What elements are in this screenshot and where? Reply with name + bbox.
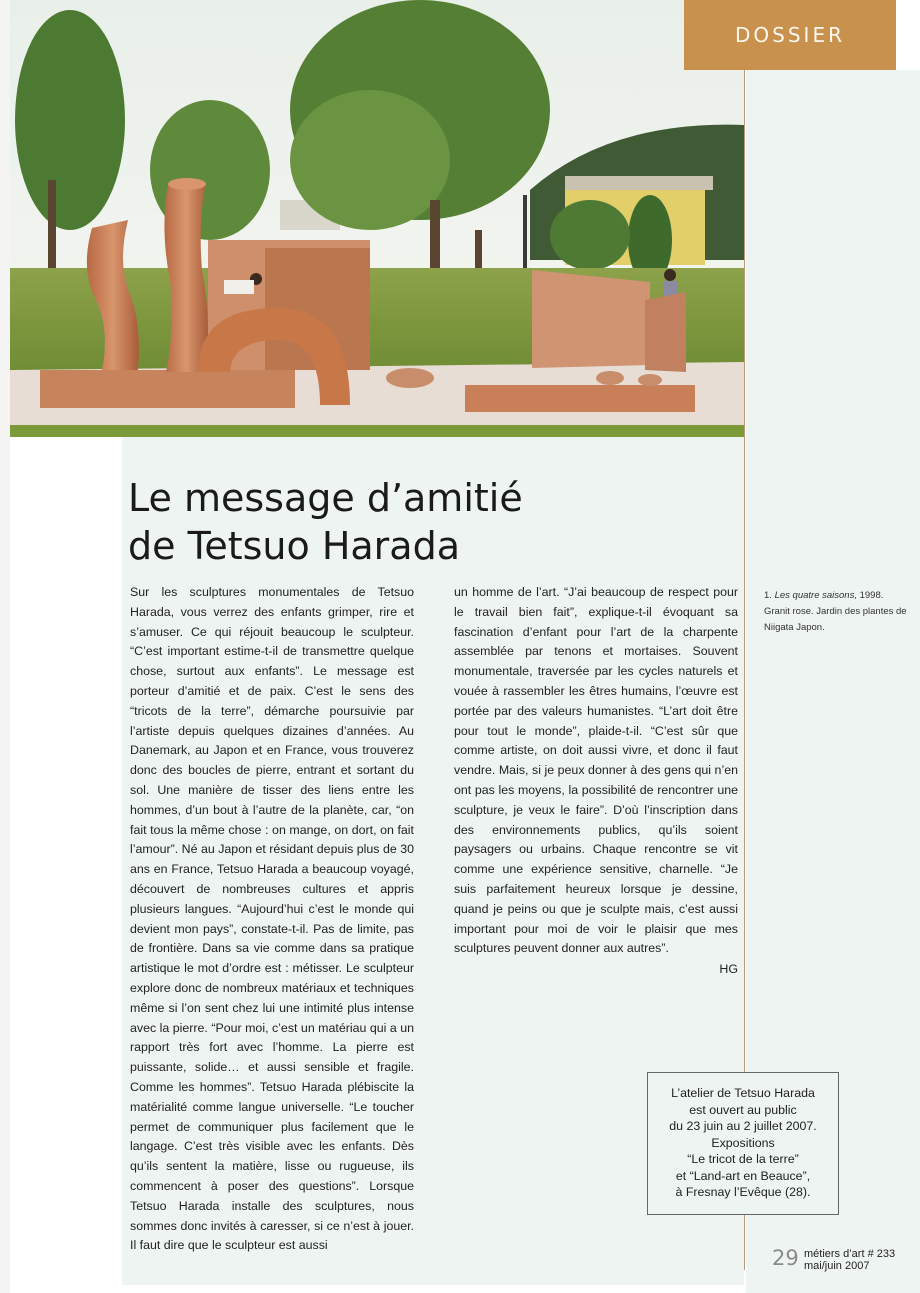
photo-illustration [10, 0, 744, 437]
info-line: “Le tricot de la terre” [687, 1152, 799, 1166]
info-line: Expositions [711, 1135, 775, 1150]
magazine-name: métiers d’art # 233 [804, 1248, 896, 1260]
issue-date: mai/juin 2007 [804, 1260, 870, 1272]
article-column-2: un homme de l’art. “J’ai beaucoup de respect pour le travail bien fait”, explique-t-il évoquant sa fascination d’enfant pour l’art de la charpente assemblée par tenons et mortaises. Souvent monumentale, traversée par les cycles naturels et vouée à rassembler les êtres humains, l’œuvre est portée par des valeurs humanistes. “L’art doit être pour tout le monde”, plaide-t-il. “C’est sûr que comme artiste, on doit aussi vivre, et donc il faut vendre. Mais, si je peux donner à des gens qui n’en ont pas les moyens, la possibilité de rencontrer une sculpture, je veux le faire”. D’où l’inscription dans des environnements publics, qu’ils soient paysagers ou urbains. Chaque rencontre se vit comme une expérience sensitive, charnelle. “Je suis parfaitement heureux lorsque je dessine, quand je peins ou que je sculpte mais, c’est aussi important pour moi de voir le plaisir que mes sculptures peuvent donner aux autres”. [454, 585, 738, 956]
page-number: 29 [772, 1246, 799, 1270]
photo-caption [764, 588, 910, 636]
magazine-reference [804, 1248, 895, 1272]
caption-work-title: Les quatre saisons, [774, 590, 857, 601]
info-line: du 23 juin au 2 juillet 2007. [669, 1119, 817, 1133]
title-line-1: Le message d’amitié [128, 476, 523, 520]
title-line-2: de Tetsuo Harada [128, 524, 460, 568]
caption-details: 1998. Granit rose. Jardin des plantes de Niigata Japon. [764, 590, 907, 633]
exhibition-info-box [647, 1072, 839, 1215]
author-initials: HG [719, 962, 738, 976]
info-line: et “Land-art en Beauce”, [675, 1168, 811, 1183]
page-edge [0, 0, 10, 1293]
article-title [128, 474, 688, 570]
info-line: est ouvert au public [689, 1102, 797, 1117]
caption-number: 1. [764, 590, 772, 601]
section-label: DOSSIER [684, 0, 896, 70]
info-line: à Fresnay l’Evêque (28). [675, 1185, 811, 1199]
page-footer [772, 1246, 912, 1272]
sculpture-photo [10, 0, 744, 437]
info-line: L’atelier de Tetsuo Harada [671, 1086, 815, 1100]
article-column-1: Sur les sculptures monumentales de Tetsuo Harada, vous verrez des enfants grimper, rire et s’amuser. Ce qui réjouit beaucoup le sculpteur. “C’est important estime-t-il de transmettre quelque chose, surtout aux enfants”. Le message est porteur d’amitié et de paix. C’est le sens des “tricots de la terre”, démarche poursuivie par l’artiste depuis quelques dizaines d’années. Au Danemark, au Japon et en France, vous trouverez donc des boucles de pierre, entrant et sortant du sol. Une manière de tisser des liens entre les hommes, d’un bout à l’autre de la planète, car, “on fait tous la même chose : on mange, on dort, on fait l’amour”. Né au Japon et résidant depuis plus de 30 ans en France, Tetsuo Harada a beaucoup voyagé, découvert de nombreuses cultures et appris plusieurs langues. “Aujourd’hui c’est le monde qui devient mon pays”, constate-t-il. Pas de limite, pas de frontière. Dans sa vie comme dans sa pratique artistique le mot d’ordre est : métisser. Le sculpteur explore donc de nombreux matériaux et techniques même si l’on sent chez lui une intimité plus intense avec la pierre. “Pour moi, c’est un matériau qui a un rapport très fort avec l’homme. La pierre est puissante, solide… et aussi sensible et fragile. Comme les hommes”. Tetsuo Harada plébiscite la matérialité comme langue universelle. “Le toucher permet de communiquer plus facilement que le langage. C’est très visible avec les enfants. Dès qu’ils sentent la matière, lisse ou rugueuse, ils commencent à poser des questions”. Lorsque Tetsuo Harada installe des sculptures, nous sommes donc invités à caresser, si ce n’est à jouer. Il faut dire que le sculpteur est aussi [130, 585, 414, 1253]
